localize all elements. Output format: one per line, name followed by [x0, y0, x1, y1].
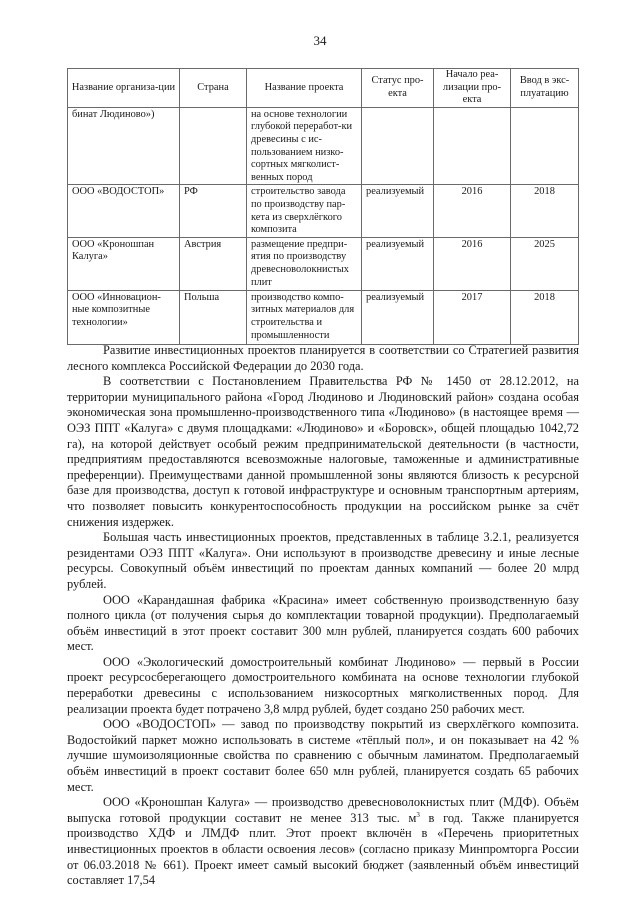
cell-country [180, 107, 247, 185]
paragraph-residents: Большая часть инвестиционных проектов, представленных в таблице 3.2.1, реализуется резидентами ОЭЗ ППТ «Калуга». Они используют в производстве древесину и иные лесные ресурсы. Совокупный объём инвестиций по проектам данных компаний — более 20 млрд рублей. [67, 530, 579, 591]
cell-country: РФ [180, 185, 247, 237]
table-row [68, 107, 579, 185]
cell-start: 2017 [434, 290, 511, 344]
cell-start: 2016 [434, 185, 511, 237]
header-project: Название проекта [247, 69, 362, 108]
page-number: 34 [313, 33, 327, 48]
header-start: Начало реа-лизации про-екта [434, 69, 511, 108]
table-row [68, 185, 579, 237]
cell-status: реализуемый [362, 290, 434, 344]
paragraph-eco-house-plant: ООО «Экологический домостроительный комбинат Людиново» — первый в России проект ресурсосберегающего домостроительного комбината на основе технологии глубокой переработки древесины с использованием низкосортных мягколиственных пород. Для реализации проекта будет потрачено 3,8 млрд рублей, будет создано 250 рабочих мест. [67, 654, 579, 716]
cell-project: производство компо-зитных материалов для строительства и промышленности [247, 290, 362, 344]
cell-organization: ООО «Инновацион-ные композитные технологии» [68, 290, 180, 344]
cell-commissioning: 2018 [511, 290, 579, 344]
paragraph-kronospan [67, 795, 579, 889]
cell-status [362, 107, 434, 185]
cell-project: на основе технологии глубокой переработ-ки древесины с ис-пользованием низко-сортных мягколист-венных пород [247, 107, 362, 185]
superscript-cubic: 3 [416, 810, 420, 819]
body-text [67, 343, 579, 889]
cell-status: реализуемый [362, 185, 434, 237]
table-header-row [68, 69, 579, 108]
kronospan-text-start: ООО «Кроношпан Калуга» — производство древесноволокнистых плит (МДФ). Объём выпуска готовой продукции составит не менее 313 тыс. м [67, 795, 579, 825]
investment-projects-table [67, 68, 579, 345]
paragraph-special-economic-zone: В соответствии с Постановлением Правительства РФ № 1450 от 28.12.2012, на территории муниципального района «Город Людиново и Людиновский район» создана особая экономическая зона промышленно-производственного типа «Людиново» (в настоящее время — ОЭЗ ППТ «Калуга» с двумя площадками: «Людиново» и «Боровск», общей площадью 1042,72 га), на которой действует особый режим предпринимательской деятельности (в частности, предприятиям предоставляются всевозможные налоговые, таможенные и административные преференции). Преимуществами данной промышленной зоны являются близость к ресурсной базе для производства, доступ к готовой инфраструктуре и основным транспортным артериям, что позволяет повысить конкурентоспособность продукции на российском рынке за счёт снижения издержек. [67, 374, 579, 529]
cell-project: размещение предпри-ятия по производству древесноволокнистых плит [247, 237, 362, 290]
cell-commissioning [511, 107, 579, 185]
header-country: Страна [180, 69, 247, 108]
cell-organization: бинат Людиново») [68, 107, 180, 185]
cell-start [434, 107, 511, 185]
cell-start: 2016 [434, 237, 511, 290]
paragraph-krasina: ООО «Карандашная фабрика «Красина» имеет собственную производственную базу полного цикла (от получения сырья до комплектации товарной продукции). Предполагаемый объём инвестиций в этот проект составит 300 млн рублей, планируется создать 600 рабочих мест. [67, 592, 579, 654]
cell-country: Польша [180, 290, 247, 344]
header-commissioning: Ввод в экс-плуатацию [511, 69, 579, 108]
header-status: Статус про-екта [362, 69, 434, 108]
cell-organization: ООО «Кроношпан Калуга» [68, 237, 180, 290]
paragraph-strategy: Развитие инвестиционных проектов планируется в соответствии со Стратегией развития лесного комплекса Российской Федерации до 2030 года. [67, 343, 579, 373]
cell-country: Австрия [180, 237, 247, 290]
kronospan-text-end: в год. Также планируется производство ХДФ и ЛМДФ плит. Этот проект включён в «Перечень приоритетных инвестиционных проектов в области освоения лесов» (согласно приказу Минпромторга России от 06.03.2018 № 661). Проект имеет самый высокий бюджет (заявленный объём инвестиций составляет 17,54 [67, 810, 579, 888]
cell-organization: ООО «ВОДОСТОП» [68, 185, 180, 237]
cell-status: реализуемый [362, 237, 434, 290]
table-row [68, 237, 579, 290]
cell-project: строительство завода по производству пар-кета из сверхлёгкого композита [247, 185, 362, 237]
header-organization: Название организа-ции [68, 69, 180, 108]
paragraph-vodostop: ООО «ВОДОСТОП» — завод по производству покрытий из сверхлёгкого композита. Водостойкий паркет можно использовать в системе «тёплый пол», и он показывает на 42 % лучшие шумоизоляционные свойства по сравнению с обычным ламинатом. Предполагаемый объём инвестиций в проект составит более 650 млн рублей, планируется создать 65 рабочих мест. [67, 717, 579, 794]
table-row [68, 290, 579, 344]
cell-commissioning: 2025 [511, 237, 579, 290]
cell-commissioning: 2018 [511, 185, 579, 237]
